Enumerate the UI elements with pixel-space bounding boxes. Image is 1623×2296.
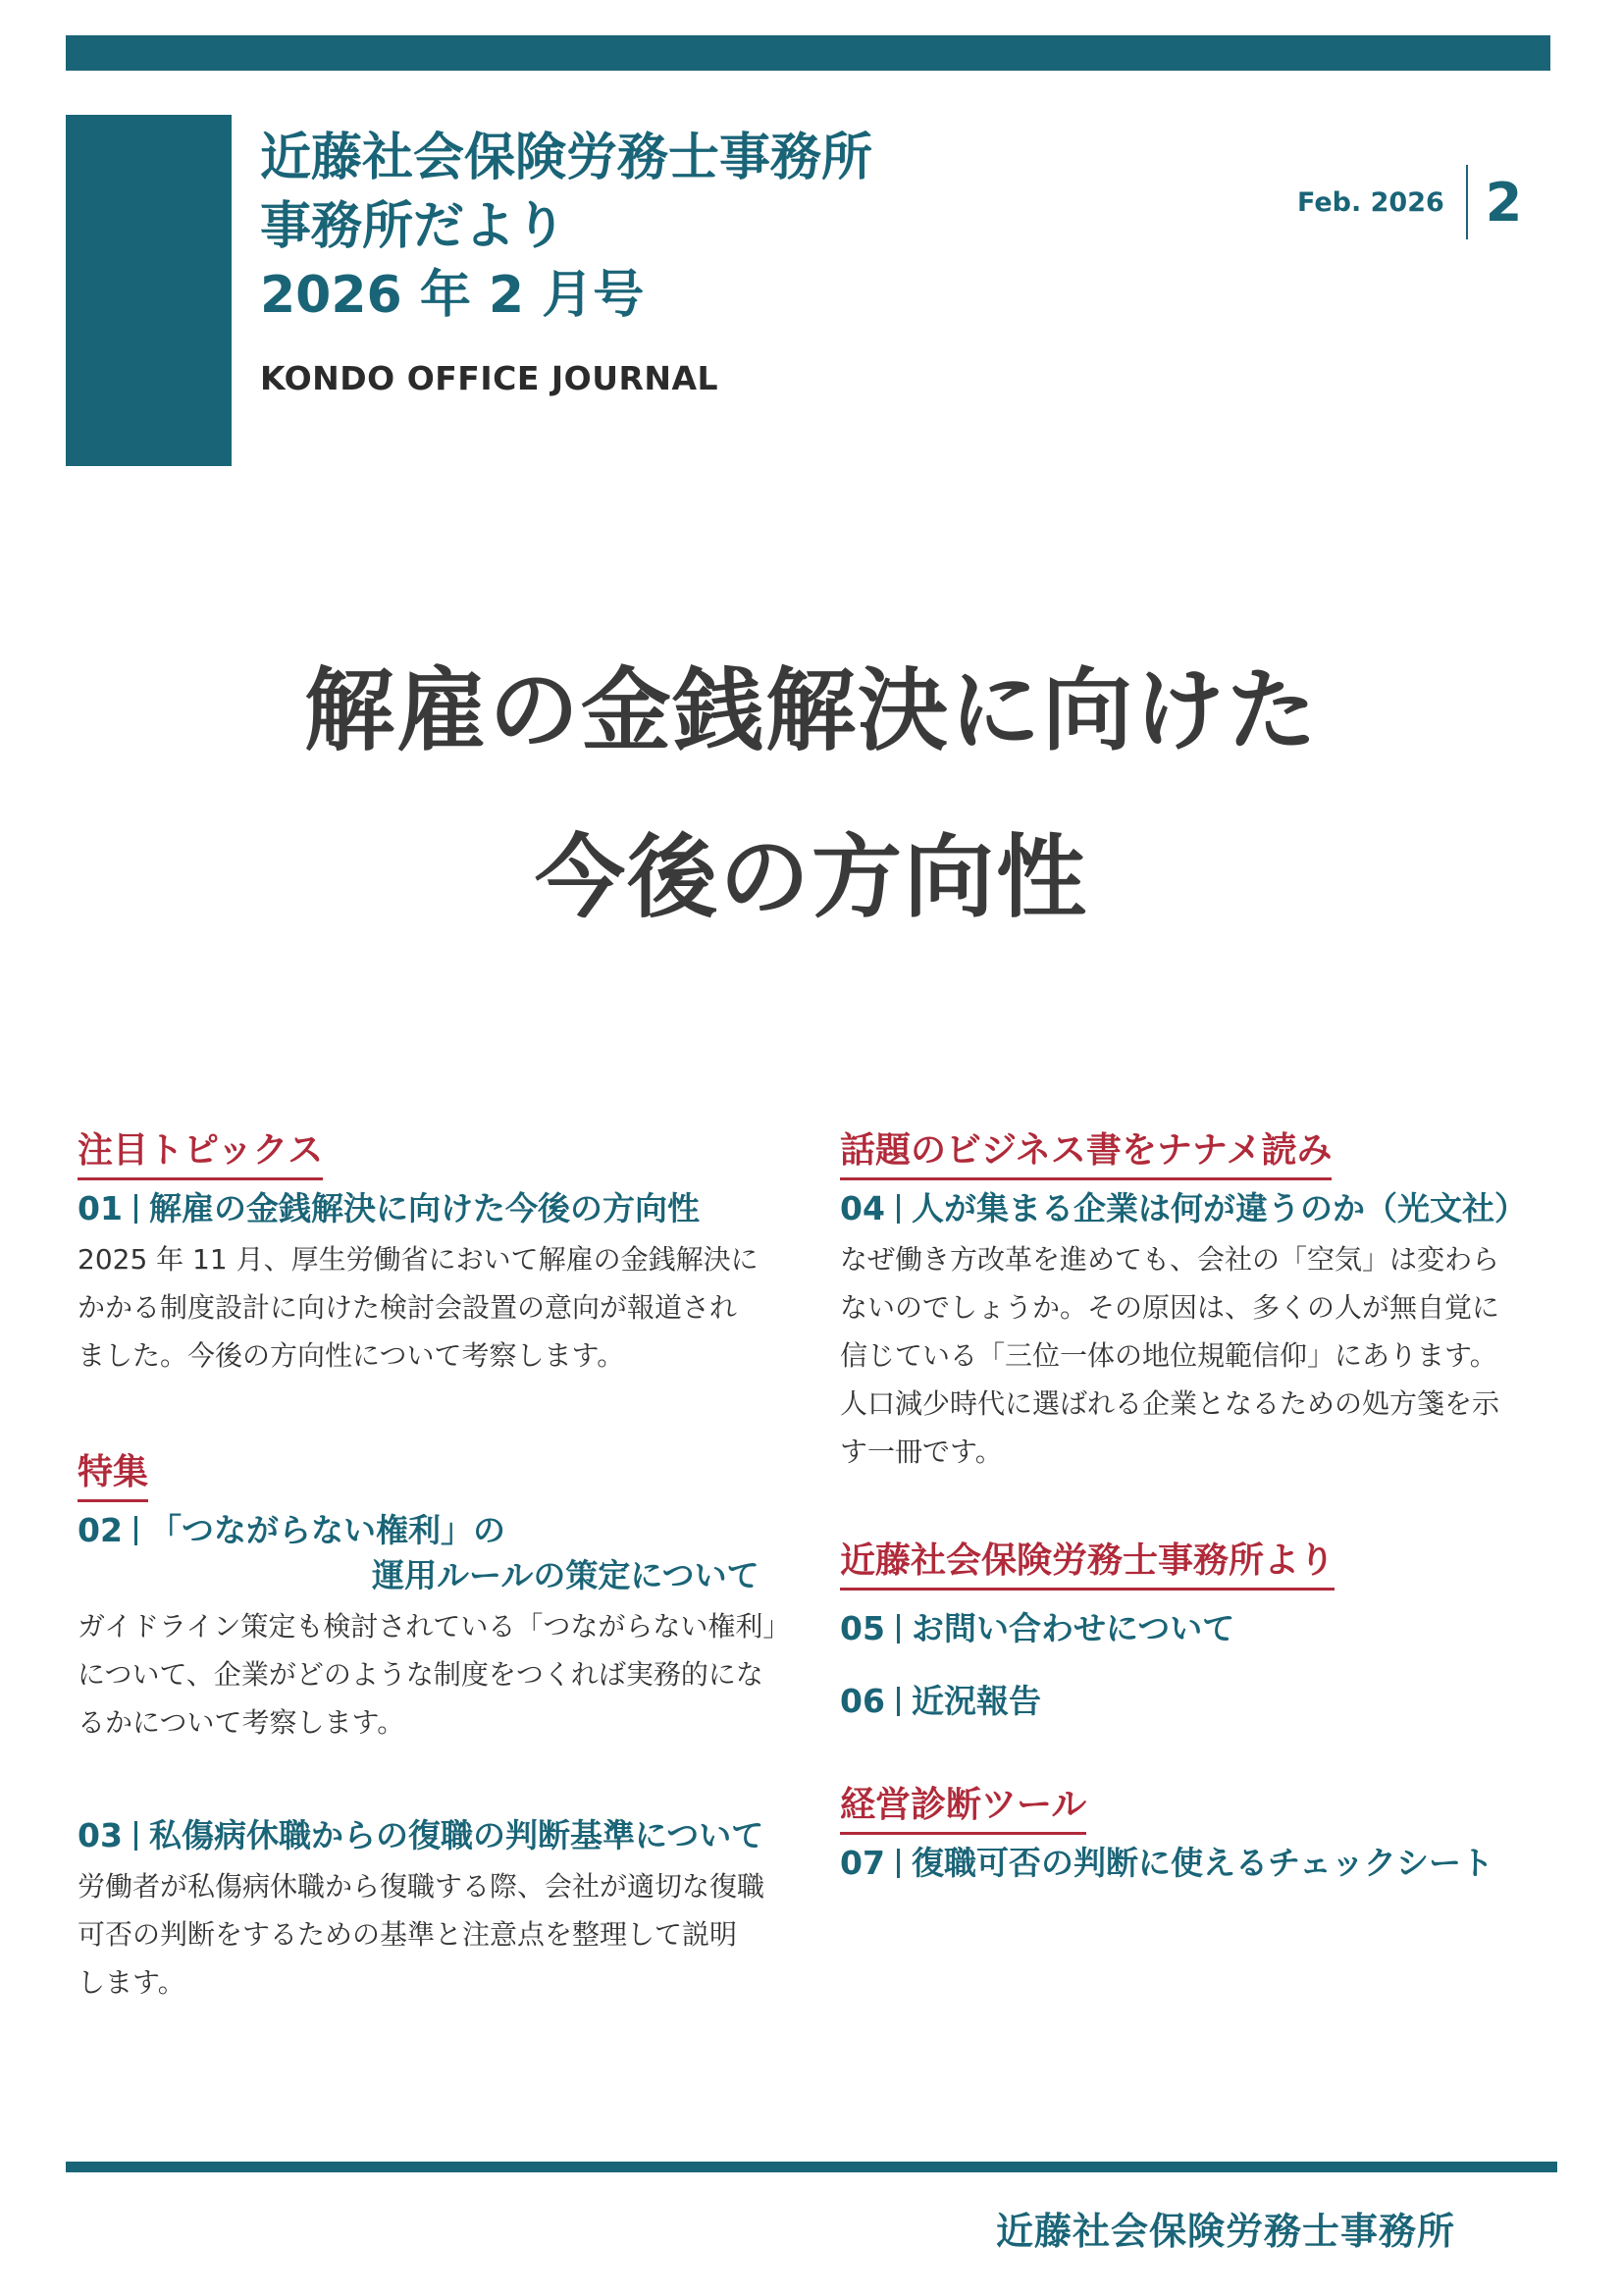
item-divider bbox=[134, 1194, 137, 1224]
item-divider bbox=[897, 1849, 900, 1878]
section-title-office-news: 近藤社会保険労務士事務所より bbox=[840, 1539, 1335, 1591]
summary-line: 人口減少時代に選ばれる企業となるための処方箋を示 bbox=[840, 1387, 1500, 1420]
summary-line: ないのでしょうか。その原因は、多くの人が無自覚に bbox=[840, 1291, 1500, 1324]
issue-divider bbox=[1466, 165, 1468, 239]
summary-line: 可否の判断をするための基準と注意点を整理して説明 bbox=[78, 1918, 738, 1951]
masthead-color-block bbox=[66, 115, 232, 466]
toc-item-02[interactable] bbox=[78, 1508, 784, 1598]
item-divider bbox=[134, 1516, 137, 1545]
section-title-management-tools: 経営診断ツール bbox=[840, 1783, 1086, 1835]
item-divider bbox=[897, 1614, 900, 1644]
item-title: 私傷病休職からの復職の判断基準について bbox=[148, 1816, 764, 1854]
item-03-summary bbox=[78, 1862, 784, 2007]
item-divider bbox=[134, 1821, 137, 1851]
top-accent-bar bbox=[66, 35, 1550, 71]
issue-number: 2 bbox=[1485, 171, 1523, 234]
item-01-summary bbox=[78, 1235, 784, 1380]
item-title-line-2: 運用ルールの策定について bbox=[372, 1556, 759, 1594]
item-title-line-1: 「つながらない権利」の bbox=[148, 1511, 505, 1549]
section-title-special-feature: 特集 bbox=[78, 1450, 148, 1502]
footer-office-name: 近藤社会保険労務士事務所 bbox=[996, 2210, 1456, 2253]
toc-item-05[interactable] bbox=[840, 1606, 1546, 1651]
item-title: お問い合わせについて bbox=[911, 1609, 1235, 1647]
item-number: 01 bbox=[78, 1189, 123, 1227]
toc-item-06[interactable] bbox=[840, 1679, 1546, 1724]
summary-line: かかる制度設計に向けた検討会設置の意向が報道され bbox=[78, 1291, 738, 1324]
item-number: 07 bbox=[840, 1844, 885, 1882]
summary-line: 2025 年 11 月、厚生労働省において解雇の金銭解決に bbox=[78, 1243, 759, 1276]
item-number: 02 bbox=[78, 1511, 123, 1549]
newsletter-name: 事務所だより bbox=[260, 197, 567, 256]
summary-line: なぜ働き方改革を進めても、会社の「空気」は変わら bbox=[840, 1243, 1500, 1276]
item-number: 05 bbox=[840, 1609, 885, 1647]
summary-line: るかについて考察します。 bbox=[78, 1706, 405, 1739]
cover-headline bbox=[0, 628, 1623, 962]
toc-item-03[interactable] bbox=[78, 1813, 784, 1858]
item-title: 近況報告 bbox=[911, 1682, 1041, 1720]
item-title: 復職可否の判断に使えるチェックシート bbox=[911, 1844, 1493, 1882]
summary-line: 労働者が私傷病休職から復職する際、会社が適切な復職 bbox=[78, 1870, 765, 1903]
toc-item-04[interactable] bbox=[840, 1186, 1546, 1231]
summary-line: 信じている「三位一体の地位規範信仰」にあります。 bbox=[840, 1339, 1497, 1372]
summary-line: します。 bbox=[78, 1966, 185, 1999]
bottom-accent-bar bbox=[66, 2162, 1557, 2172]
issue-date: Feb. 2026 bbox=[1297, 186, 1444, 218]
journal-name-en: KONDO OFFICE JOURNAL bbox=[260, 359, 719, 397]
issue-label: 2026 年 2 月号 bbox=[260, 266, 645, 325]
summary-line: について、企業がどのような制度をつくれば実務的にな bbox=[78, 1658, 763, 1691]
item-title: 解雇の金銭解決に向けた今後の方向性 bbox=[148, 1189, 700, 1227]
item-04-summary bbox=[840, 1235, 1546, 1476]
item-number: 04 bbox=[840, 1189, 885, 1227]
item-number: 06 bbox=[840, 1682, 885, 1720]
issue-marker bbox=[1297, 165, 1522, 239]
item-title: 人が集まる企業は何が違うのか（光文社） bbox=[911, 1189, 1527, 1227]
item-number: 03 bbox=[78, 1816, 123, 1854]
office-name: 近藤社会保険労務士事務所 bbox=[260, 129, 873, 187]
toc-item-01[interactable] bbox=[78, 1186, 784, 1231]
item-02-summary bbox=[78, 1602, 791, 1747]
summary-line: ました。今後の方向性について考察します。 bbox=[78, 1339, 625, 1372]
item-divider bbox=[897, 1194, 900, 1224]
section-title-featured-topics: 注目トピックス bbox=[78, 1128, 323, 1180]
headline-line-2: 今後の方向性 bbox=[534, 825, 1088, 930]
headline-line-1: 解雇の金銭解決に向けた bbox=[303, 658, 1319, 763]
summary-line: す一冊です。 bbox=[840, 1435, 1003, 1468]
contents-right-column bbox=[840, 1128, 1546, 1886]
section-title-business-books: 話題のビジネス書をナナメ読み bbox=[840, 1128, 1332, 1180]
masthead bbox=[260, 124, 872, 398]
item-divider bbox=[897, 1687, 900, 1716]
summary-line: ガイドライン策定も検討されている「つながらない権利」 bbox=[78, 1610, 791, 1643]
toc-item-07[interactable] bbox=[840, 1841, 1546, 1886]
contents-left-column bbox=[78, 1128, 791, 2007]
